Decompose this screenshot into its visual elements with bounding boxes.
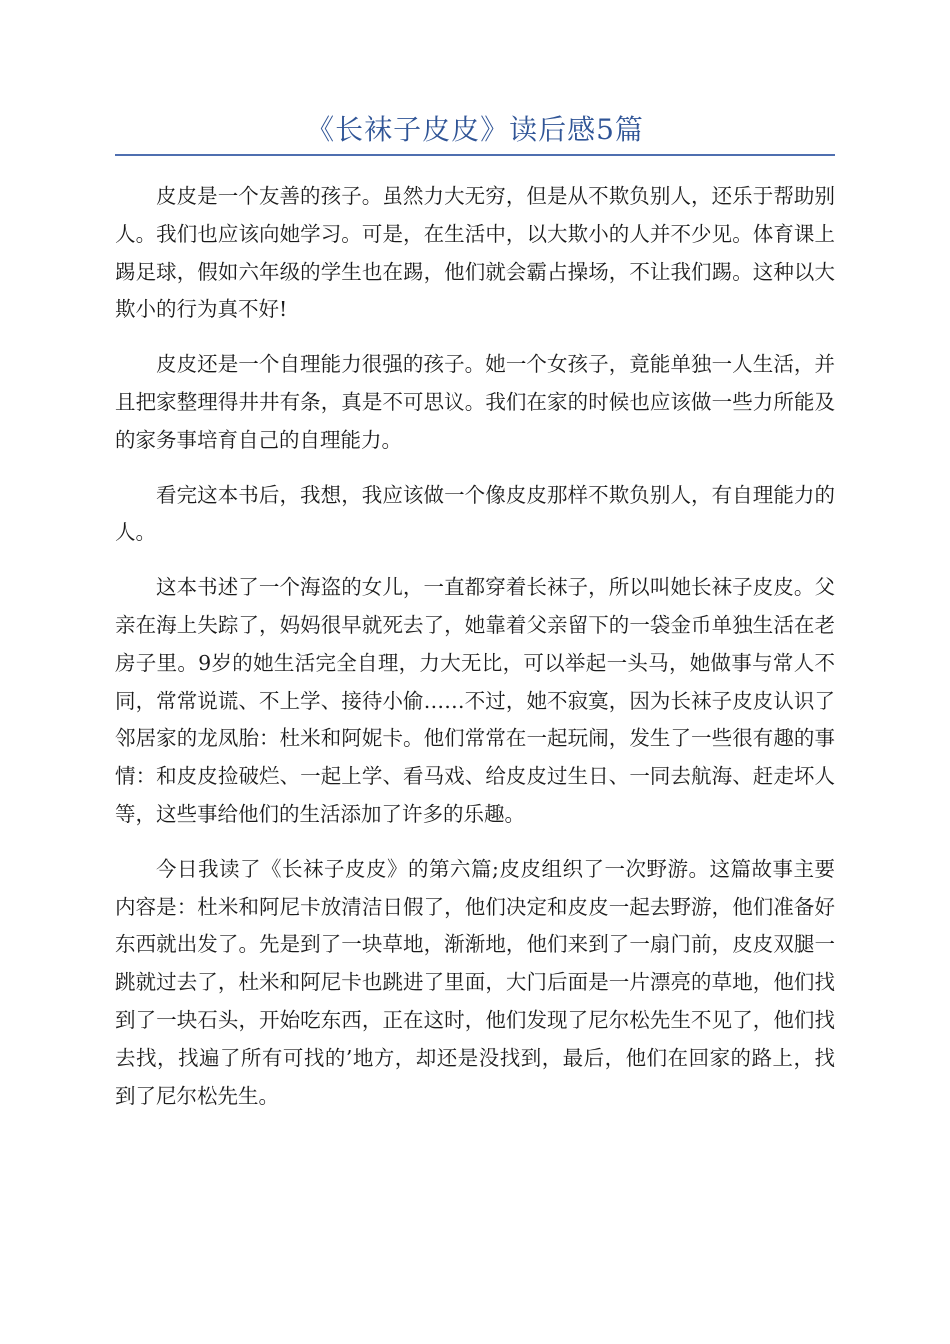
paragraph-3: 看完这本书后，我想，我应该做一个像皮皮那样不欺负别人，有自理能力的人。 bbox=[115, 482, 835, 545]
title-underline bbox=[115, 154, 835, 156]
paragraph-2: 皮皮还是一个自理能力很强的孩子。她一个女孩子，竟能单独一人生活，并且把家整理得井井有条，真是不可思议。我们在家的时候也应该做一些力所能及的家务事培育自己的自理能力。 bbox=[115, 352, 835, 452]
paragraph-1: 皮皮是一个友善的孩子。虽然力大无穷，但是从不欺负别人，还乐于帮助别人。我们也应该向她学习。可是，在生活中，以大欺小的人并不少见。体育课上踢足球，假如六年级的学生也在踢，他们就会霸占操场，不让我们踢。这种以大欺小的行为真不好! bbox=[115, 184, 835, 322]
paragraph-4: 这本书述了一个海盗的女儿，一直都穿着长袜子，所以叫她长袜子皮皮。父亲在海上失踪了，妈妈很早就死去了，她靠着父亲留下的一袋金币单独生活在老房子里。9岁的她生活完全自理，力大无比，可以举起一头马，她做事与常人不同，常常说谎、不上学、接待小偷……不过，她不寂寞，因为长袜子皮皮认识了邻居家的龙凤胎：杜米和阿妮卡。他们常常在一起玩闹，发生了一些很有趣的事情：和皮皮捡破烂、一起上学、看马戏、给皮皮过生日、一同去航海、赶走坏人等，这些事给他们的生活添加了许多的乐趣。 bbox=[115, 575, 835, 826]
paragraph-5: 今日我读了《长袜子皮皮》的第六篇;皮皮组织了一次野游。这篇故事主要内容是：杜米和阿尼卡放清洁日假了，他们决定和皮皮一起去野游，他们准备好东西就出发了。先是到了一块草地，渐渐地，他们来到了一扇门前，皮皮双腿一跳就过去了，杜米和阿尼卡也跳进了里面，大门后面是一片漂亮的草地，他们找到了一块石头，开始吃东西，正在这时，他们发现了尼尔松先生不见了，他们找去找，找遍了所有可找的’地方，却还是没找到，最后，他们在回家的路上，找到了尼尔松先生。 bbox=[115, 856, 835, 1108]
document-body bbox=[115, 178, 835, 1132]
document-title: 《长袜子皮皮》读后感5篇 bbox=[306, 113, 644, 146]
